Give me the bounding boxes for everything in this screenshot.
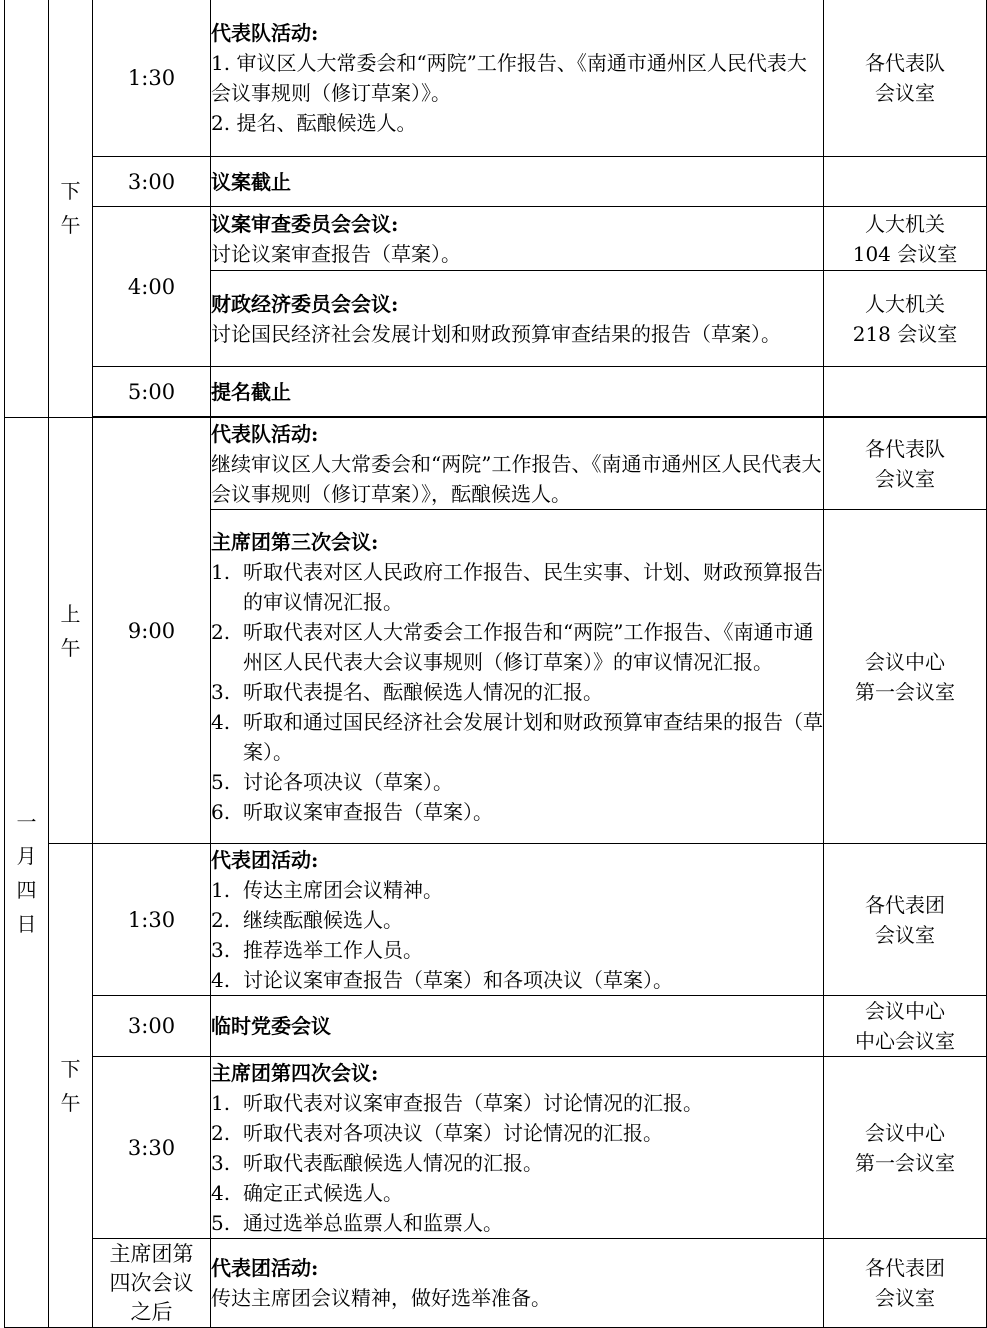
table-row bbox=[5, 418, 987, 510]
table-row bbox=[5, 1239, 987, 1328]
agenda-item: 1. 听取代表对区人民政府工作报告、民生实事、计划、财政预算报告的审议情况汇报。 bbox=[211, 559, 823, 614]
agenda-item: 4. 讨论议案审查报告（草案）和各项决议（草案）。 bbox=[211, 967, 673, 992]
venue-cell: 会议中心 第一会议室 bbox=[824, 1057, 987, 1239]
venue-cell bbox=[824, 157, 987, 207]
time-cell: 3:00 bbox=[93, 996, 211, 1057]
agenda-item: 3. 听取代表酝酿候选人情况的汇报。 bbox=[211, 1150, 543, 1175]
agenda-content bbox=[211, 844, 824, 996]
agenda-item: 1. 传达主席团会议精神。 bbox=[211, 877, 443, 902]
agenda-item: 6. 听取议案审查报告（草案）。 bbox=[211, 799, 493, 824]
table-row bbox=[5, 207, 987, 271]
agenda-content bbox=[211, 207, 824, 271]
table-row bbox=[5, 157, 987, 207]
agenda-title: 提名截止 bbox=[211, 379, 291, 404]
agenda-content bbox=[211, 418, 824, 510]
agenda-item: 4. 确定正式候选人。 bbox=[211, 1180, 403, 1205]
agenda-title: 代表队活动: bbox=[211, 421, 319, 446]
agenda-content bbox=[211, 996, 824, 1057]
agenda-content bbox=[211, 157, 824, 207]
agenda-content bbox=[211, 271, 824, 367]
venue-cell: 各代表队 会议室 bbox=[824, 418, 987, 510]
time-cell: 4:00 bbox=[93, 207, 211, 367]
schedule-table bbox=[4, 0, 987, 1328]
agenda-content bbox=[211, 367, 824, 417]
venue-cell: 人大机关 104 会议室 bbox=[824, 207, 987, 271]
time-cell: 5:00 bbox=[93, 367, 211, 417]
agenda-line: 讨论国民经济社会发展计划和财政预算审查结果的报告（草案）。 bbox=[211, 321, 781, 346]
agenda-line: 1. 审议区人大常委会和“两院”工作报告、《南通市通州区人民代表大会议事规则（修订草案）》。 bbox=[211, 50, 807, 105]
day-label: 一月四日 bbox=[5, 418, 49, 1328]
agenda-item: 4. 听取和通过国民经济社会发展计划和财政预算审查结果的报告（草案）。 bbox=[211, 709, 823, 764]
agenda-line: 2. 提名、酝酿候选人。 bbox=[211, 110, 417, 135]
table-row bbox=[5, 0, 987, 157]
agenda-content bbox=[211, 0, 824, 157]
agenda-line: 继续审议区人大常委会和“两院”工作报告、《南通市通州区人民代表大会议事规则（修订草案）》，酝酿候选人。 bbox=[211, 451, 822, 506]
agenda-line: 传达主席团会议精神，做好选举准备。 bbox=[211, 1286, 551, 1310]
agenda-title: 临时党委会议 bbox=[211, 1014, 331, 1038]
half-day-label: 上午 bbox=[49, 418, 93, 844]
venue-cell: 各代表团 会议室 bbox=[824, 844, 987, 996]
agenda-title: 财政经济委员会会议: bbox=[211, 291, 399, 316]
agenda-title: 议案审查委员会会议: bbox=[211, 211, 399, 236]
venue-cell: 各代表队 会议室 bbox=[824, 0, 987, 157]
day-cell-prev bbox=[5, 0, 49, 418]
half-day-label: 下午 bbox=[49, 0, 93, 418]
agenda-item: 2. 听取代表对区人大常委会工作报告和“两院”工作报告、《南通市通州区人民代表大会议事规则（修订草案）》的审议情况汇报。 bbox=[211, 619, 814, 674]
agenda-title: 主席团第四次会议: bbox=[211, 1060, 379, 1085]
agenda-item: 2. 继续酝酿候选人。 bbox=[211, 907, 403, 932]
venue-cell: 人大机关 218 会议室 bbox=[824, 271, 987, 367]
agenda-content bbox=[211, 1057, 824, 1239]
agenda-item: 5. 讨论各项决议（草案）。 bbox=[211, 769, 453, 794]
agenda-item: 3. 听取代表提名、酝酿候选人情况的汇报。 bbox=[211, 679, 603, 704]
venue-cell: 会议中心 中心会议室 bbox=[824, 996, 987, 1057]
table-row bbox=[5, 844, 987, 996]
half-day-label: 下午 bbox=[49, 844, 93, 1328]
agenda-item: 2. 听取代表对各项决议（草案）讨论情况的汇报。 bbox=[211, 1120, 663, 1145]
agenda-content bbox=[211, 1239, 824, 1328]
table-row bbox=[5, 367, 987, 417]
agenda-line: 讨论议案审查报告（草案）。 bbox=[211, 241, 461, 266]
agenda-title: 代表团活动: bbox=[211, 847, 319, 872]
agenda-title: 代表队活动: bbox=[211, 20, 319, 45]
agenda-item: 1. 听取代表对议案审查报告（草案）讨论情况的汇报。 bbox=[211, 1090, 703, 1115]
time-cell: 1:30 bbox=[93, 844, 211, 996]
agenda-title: 代表团活动: bbox=[211, 1256, 319, 1280]
venue-cell: 各代表团 会议室 bbox=[824, 1239, 987, 1328]
agenda-item: 3. 推荐选举工作人员。 bbox=[211, 937, 423, 962]
time-cell: 9:00 bbox=[93, 418, 211, 844]
agenda-title: 主席团第三次会议: bbox=[211, 529, 379, 554]
agenda-item: 5. 通过选举总监票人和监票人。 bbox=[211, 1210, 503, 1235]
venue-cell bbox=[824, 367, 987, 417]
time-cell: 3:30 bbox=[93, 1057, 211, 1239]
agenda-title: 议案截止 bbox=[211, 169, 291, 194]
venue-cell: 会议中心 第一会议室 bbox=[824, 510, 987, 844]
agenda-content bbox=[211, 510, 824, 844]
time-cell: 主席团第四次会议之后 bbox=[93, 1239, 211, 1328]
table-row bbox=[5, 996, 987, 1057]
time-cell: 1:30 bbox=[93, 0, 211, 157]
time-cell: 3:00 bbox=[93, 157, 211, 207]
table-row bbox=[5, 1057, 987, 1239]
